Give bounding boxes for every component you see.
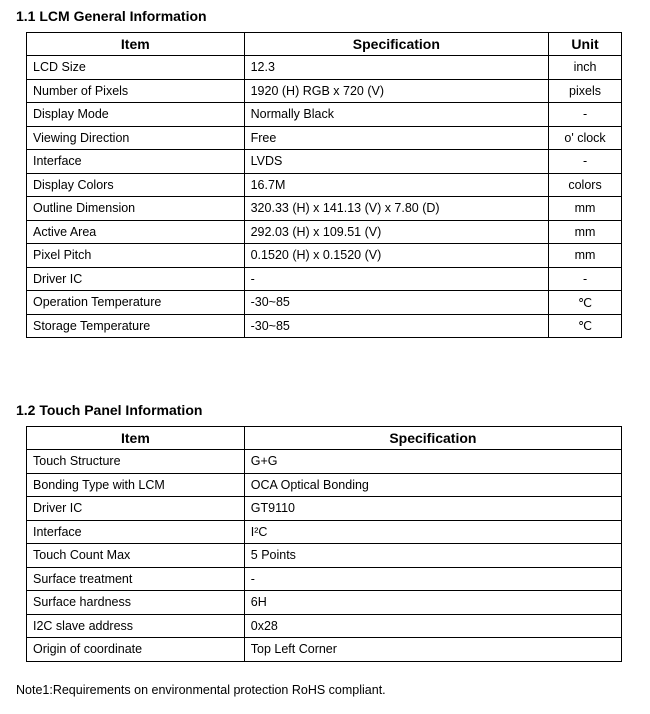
item-cell: Origin of coordinate bbox=[27, 638, 245, 662]
item-cell: Surface treatment bbox=[27, 567, 245, 591]
unit-cell: ℃ bbox=[549, 314, 622, 338]
spec-cell: -30~85 bbox=[244, 314, 548, 338]
item-cell: LCD Size bbox=[27, 56, 245, 80]
touch-section-title: 1.2 Touch Panel Information bbox=[16, 402, 203, 418]
spec-cell: 6H bbox=[244, 591, 621, 615]
spec-cell: I²C bbox=[244, 520, 621, 544]
item-cell: Outline Dimension bbox=[27, 197, 245, 221]
table-row bbox=[27, 126, 622, 150]
spec-cell: -30~85 bbox=[244, 291, 548, 315]
table-row bbox=[27, 614, 622, 638]
unit-cell: ℃ bbox=[549, 291, 622, 315]
unit-cell: mm bbox=[549, 244, 622, 268]
item-cell: Number of Pixels bbox=[27, 79, 245, 103]
table-row bbox=[27, 473, 622, 497]
item-cell: Bonding Type with LCM bbox=[27, 473, 245, 497]
item-cell: Active Area bbox=[27, 220, 245, 244]
rohs-note: Note1:Requirements on environmental protection RoHS compliant. bbox=[16, 683, 386, 697]
table-row bbox=[27, 150, 622, 174]
item-cell: Surface hardness bbox=[27, 591, 245, 615]
table-row bbox=[27, 244, 622, 268]
unit-cell: mm bbox=[549, 197, 622, 221]
spec-cell: 5 Points bbox=[244, 544, 621, 568]
item-cell: Driver IC bbox=[27, 267, 245, 291]
item-cell: Interface bbox=[27, 520, 245, 544]
item-cell: Touch Count Max bbox=[27, 544, 245, 568]
table-row bbox=[27, 544, 622, 568]
unit-cell: o' clock bbox=[549, 126, 622, 150]
lcm-info-table bbox=[26, 32, 622, 338]
item-cell: Touch Structure bbox=[27, 450, 245, 474]
unit-cell: - bbox=[549, 103, 622, 127]
spec-cell: Normally Black bbox=[244, 103, 548, 127]
unit-column-header: Unit bbox=[549, 33, 622, 56]
spec-cell: Free bbox=[244, 126, 548, 150]
item-cell: Storage Temperature bbox=[27, 314, 245, 338]
unit-cell: pixels bbox=[549, 79, 622, 103]
table-row bbox=[27, 103, 622, 127]
unit-cell: colors bbox=[549, 173, 622, 197]
table-row bbox=[27, 173, 622, 197]
spec-cell: - bbox=[244, 267, 548, 291]
lcm-section-title: 1.1 LCM General Information bbox=[16, 8, 207, 24]
spec-cell: - bbox=[244, 567, 621, 591]
spec-cell: G+G bbox=[244, 450, 621, 474]
table-row bbox=[27, 450, 622, 474]
item-cell: Viewing Direction bbox=[27, 126, 245, 150]
item-cell: Interface bbox=[27, 150, 245, 174]
table-row bbox=[27, 638, 622, 662]
table-row bbox=[27, 267, 622, 291]
unit-cell: inch bbox=[549, 56, 622, 80]
table-row bbox=[27, 56, 622, 80]
item-cell: Pixel Pitch bbox=[27, 244, 245, 268]
unit-cell: mm bbox=[549, 220, 622, 244]
table-row bbox=[27, 314, 622, 338]
touch-panel-table bbox=[26, 426, 622, 662]
spec-column-header: Specification bbox=[244, 427, 621, 450]
table-row bbox=[27, 79, 622, 103]
table-header-row bbox=[27, 33, 622, 56]
unit-cell: - bbox=[549, 267, 622, 291]
spec-cell: 292.03 (H) x 109.51 (V) bbox=[244, 220, 548, 244]
table-row bbox=[27, 197, 622, 221]
spec-cell: 0x28 bbox=[244, 614, 621, 638]
item-cell: Display Colors bbox=[27, 173, 245, 197]
item-column-header: Item bbox=[27, 427, 245, 450]
spec-cell: 320.33 (H) x 141.13 (V) x 7.80 (D) bbox=[244, 197, 548, 221]
item-column-header: Item bbox=[27, 33, 245, 56]
item-cell: I2C slave address bbox=[27, 614, 245, 638]
table-row bbox=[27, 520, 622, 544]
spec-cell: 12.3 bbox=[244, 56, 548, 80]
spec-cell: 0.1520 (H) x 0.1520 (V) bbox=[244, 244, 548, 268]
spec-cell: OCA Optical Bonding bbox=[244, 473, 621, 497]
table-row bbox=[27, 497, 622, 521]
spec-cell: LVDS bbox=[244, 150, 548, 174]
item-cell: Operation Temperature bbox=[27, 291, 245, 315]
spec-cell: Top Left Corner bbox=[244, 638, 621, 662]
spec-cell: GT9110 bbox=[244, 497, 621, 521]
table-row bbox=[27, 291, 622, 315]
table-row bbox=[27, 567, 622, 591]
item-cell: Driver IC bbox=[27, 497, 245, 521]
table-header-row bbox=[27, 427, 622, 450]
item-cell: Display Mode bbox=[27, 103, 245, 127]
table-row bbox=[27, 591, 622, 615]
unit-cell: - bbox=[549, 150, 622, 174]
spec-cell: 16.7M bbox=[244, 173, 548, 197]
spec-column-header: Specification bbox=[244, 33, 548, 56]
table-row bbox=[27, 220, 622, 244]
spec-cell: 1920 (H) RGB x 720 (V) bbox=[244, 79, 548, 103]
